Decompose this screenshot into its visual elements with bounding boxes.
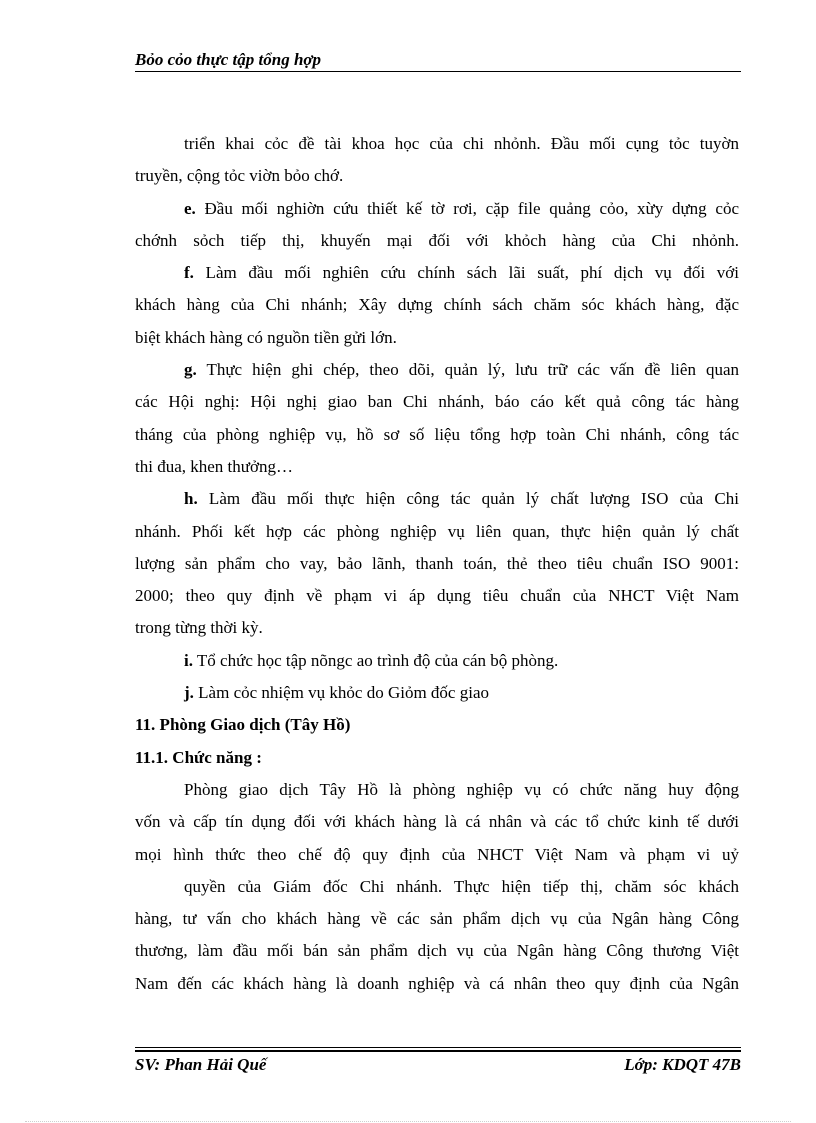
text-line xyxy=(135,709,739,741)
line-text: Làm đầu mối thực hiện công tác quản lý chất lượng ISO của Chi xyxy=(197,489,739,509)
line-text: 11. Phòng Giao dịch (Tây Hồ) xyxy=(135,715,351,735)
text-line xyxy=(135,806,739,838)
text-line xyxy=(135,386,739,418)
text-line xyxy=(135,257,739,289)
line-text: tháng của phòng nghiệp vụ, hồ sơ số liệu tổng hợp toàn Chi nhánh, công tác xyxy=(135,424,739,444)
text-line xyxy=(135,903,739,935)
line-text: 11.1. Chức năng : xyxy=(135,747,262,767)
line-text: Nam đến các khách hàng là doanh nghiệp và cá nhân theo quy định của Ngân xyxy=(135,973,739,993)
text-line xyxy=(135,128,739,160)
line-text: thi đua, khen thưởng… xyxy=(135,456,293,476)
text-line xyxy=(135,354,739,386)
line-text: nhánh. Phối kết hợp các phòng nghiệp vụ liên quan, thực hiện quản lý chất xyxy=(135,521,739,541)
footer-class: Lớp: KDQT 47B xyxy=(624,1055,741,1074)
page-edge-dots xyxy=(25,1121,791,1122)
item-label: g. xyxy=(184,360,197,380)
text-line xyxy=(135,160,739,192)
text-line xyxy=(135,419,739,451)
item-label: e. xyxy=(184,198,196,218)
item-label: j. xyxy=(184,683,194,703)
text-line xyxy=(135,483,739,515)
text-line xyxy=(135,968,739,1000)
line-text: thương, làm đầu mối bán sản phẩm dịch vụ của Ngân hàng Công thương Việt xyxy=(135,941,739,961)
text-line xyxy=(135,774,739,806)
line-text: Đầu mối nghiờn cứu thiết kế tờ rơi, cặp file quảng cỏo, xừy dựng cỏc xyxy=(195,198,739,218)
line-text: trong từng thời kỳ. xyxy=(135,618,263,638)
text-line xyxy=(135,935,739,967)
text-line xyxy=(135,645,739,677)
document-body xyxy=(135,128,739,1000)
footer-rule xyxy=(135,1047,741,1048)
line-text: hàng, tư vấn cho khách hàng về các sản phẩm dịch vụ của Ngân hàng Công xyxy=(135,909,739,929)
text-line xyxy=(135,289,739,321)
footer-rule-thick xyxy=(135,1050,741,1052)
header-rule xyxy=(135,71,741,72)
item-label: f. xyxy=(184,263,194,283)
line-text: lượng sản phẩm cho vay, bảo lãnh, thanh toán, thẻ theo tiêu chuẩn ISO 9001: xyxy=(135,553,739,573)
item-label: i. xyxy=(184,650,193,670)
line-text: 2000; theo quy định về phạm vi áp dụng tiêu chuẩn của NHCT Việt Nam xyxy=(135,586,739,606)
line-text: biệt khách hàng có nguồn tiền gửi lớn. xyxy=(135,327,397,347)
text-line xyxy=(135,742,739,774)
text-line xyxy=(135,225,739,257)
line-text: mọi hình thức theo chế độ quy định của NHCT Việt Nam và phạm vi uỷ xyxy=(135,844,739,864)
line-text: quyền của Giám đốc Chi nhánh. Thực hiện tiếp thị, chăm sóc khách xyxy=(184,876,739,896)
text-line xyxy=(135,322,739,354)
text-line xyxy=(135,580,739,612)
line-text: Phòng giao dịch Tây Hồ là phòng nghiệp vụ có chức năng huy động xyxy=(184,779,739,799)
text-line xyxy=(135,516,739,548)
footer-student-name: SV: Phan Hải Quế xyxy=(135,1055,267,1074)
text-line xyxy=(135,193,739,225)
line-text: khách hàng của Chi nhánh; Xây dựng chính sách chăm sóc khách hàng, đặc xyxy=(135,295,739,315)
line-text: Làm đầu mối nghiên cứu chính sách lãi suất, phí dịch vụ đối với xyxy=(193,263,739,283)
text-line xyxy=(135,839,739,871)
line-text: chớnh sỏch tiếp thị, khuyến mại đối với khỏch hàng của Chi nhỏnh. xyxy=(135,230,739,250)
text-line xyxy=(135,871,739,903)
item-label: h. xyxy=(184,489,198,509)
line-text: Thực hiện ghi chép, theo dõi, quản lý, lưu trữ các vấn đề liên quan xyxy=(196,360,739,380)
line-text: vốn và cấp tín dụng đối với khách hàng là cá nhân và các tổ chức kinh tế dưới xyxy=(135,812,739,832)
line-text: Làm cỏc nhiệm vụ khỏc do Giỏm đốc giao xyxy=(193,683,489,703)
text-line xyxy=(135,677,739,709)
text-line xyxy=(135,612,739,644)
line-text: các Hội nghị: Hội nghị giao ban Chi nhánh, báo cáo kết quả công tác hàng xyxy=(135,392,739,412)
line-text: triển khai cỏc đề tài khoa học của chi nhỏnh. Đầu mối cụng tỏc tuyờn xyxy=(184,134,739,153)
line-text: truyền, cộng tỏc viờn bỏo chớ. xyxy=(135,166,344,186)
text-line xyxy=(135,451,739,483)
text-line xyxy=(135,548,739,580)
running-header: Bỏo cỏo thực tập tổng hợp xyxy=(135,50,322,69)
line-text: Tổ chức học tập nõngc ao trình độ của cán bộ phòng. xyxy=(192,650,559,670)
